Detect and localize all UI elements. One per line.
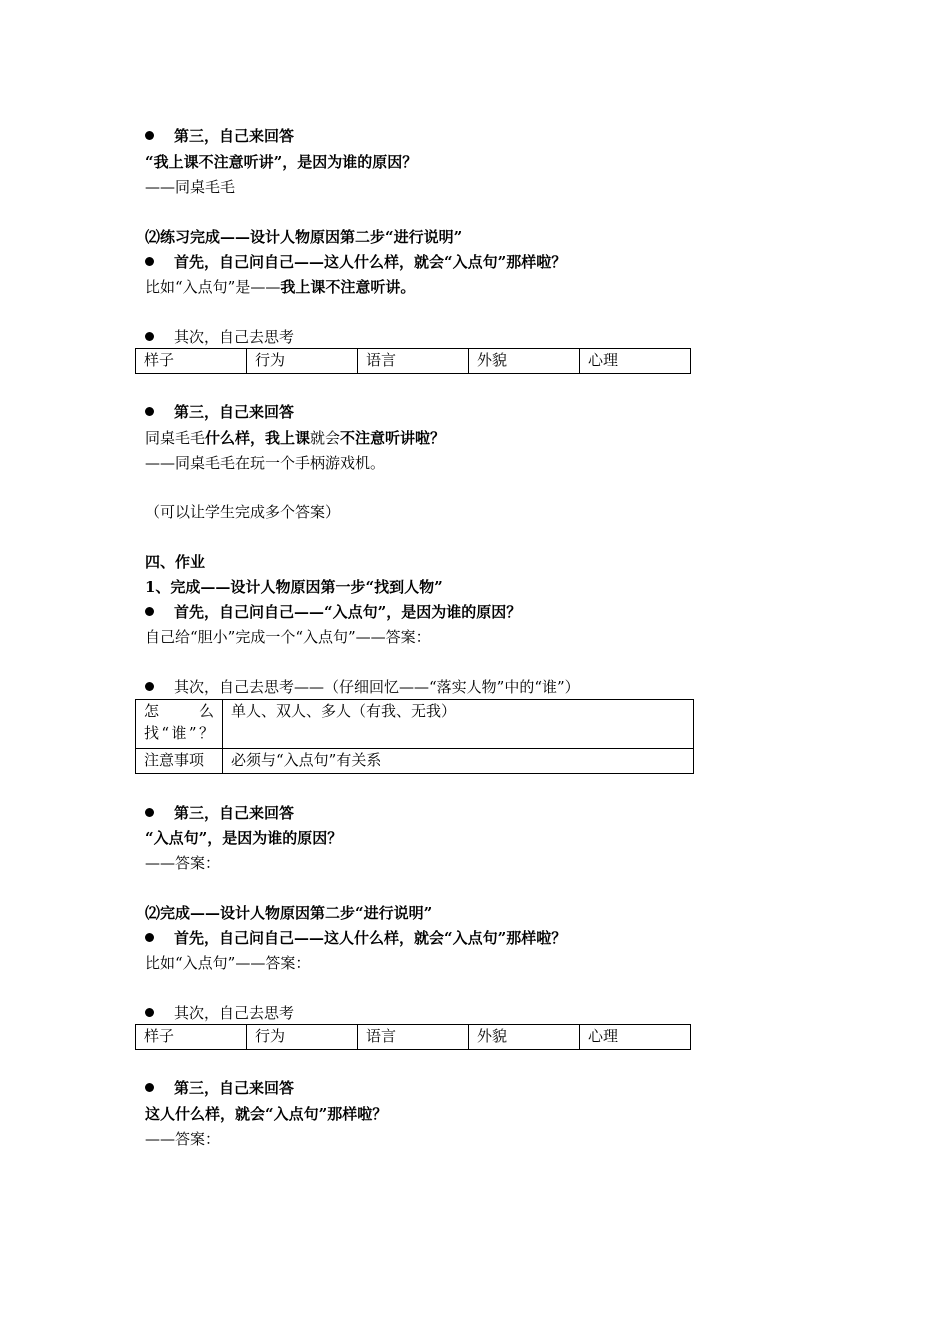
bullet-line	[145, 327, 294, 347]
table-cell: 外貌	[469, 1025, 580, 1050]
table-cell-value: 必须与“入点句”有关系	[223, 749, 694, 774]
bullet-text: 第三，自己来回答	[174, 403, 295, 421]
example-bold: 我上课不注意听讲。	[280, 278, 416, 296]
table-cell: 语言	[358, 1025, 469, 1050]
section-heading: ⑵练习完成——设计人物原因第二步“进行说明”	[145, 228, 463, 246]
bullet-icon	[145, 808, 154, 817]
bullet-icon	[145, 607, 154, 616]
answer-question-line	[145, 428, 445, 448]
bullet-line	[145, 1003, 294, 1023]
bullet-icon	[145, 257, 154, 266]
text-run-bold: 不注意听讲啦？	[340, 429, 446, 447]
table-cell-label: 注意事项	[136, 749, 223, 774]
table-row	[136, 1025, 691, 1050]
answer-line: ——同桌毛毛	[145, 178, 236, 196]
bullet-icon	[145, 682, 154, 691]
bullet-line	[145, 803, 294, 823]
bullet-text: 首先，自己问自己——这人什么样，就会“入点句”那样啦？	[174, 253, 567, 271]
table-cell-label: 怎么找“谁”？	[136, 700, 223, 749]
table-cell: 行为	[247, 349, 358, 374]
table-cell: 心理	[580, 1025, 691, 1050]
bullet-text: 第三，自己来回答	[174, 1079, 295, 1097]
table-cell: 样子	[136, 349, 247, 374]
text-run-bold: 什么样，我上课	[205, 429, 311, 447]
example-prefix: 比如“入点句”是——	[145, 278, 281, 296]
example-line	[145, 277, 415, 297]
section-heading: ⑵完成——设计人物原因第二步“进行说明”	[145, 904, 433, 922]
bullet-line	[145, 252, 566, 272]
bullet-line	[145, 602, 521, 622]
table-cell: 语言	[358, 349, 469, 374]
text-run: 就会	[310, 429, 341, 447]
aspect-table	[135, 1024, 691, 1050]
question-line: “入点句”，是因为谁的原因？	[145, 829, 343, 847]
table-row	[136, 700, 694, 749]
bullet-icon	[145, 131, 154, 140]
bullet-text: 首先，自己问自己——这人什么样，就会“入点句”那样啦？	[174, 929, 567, 947]
table-cell: 样子	[136, 1025, 247, 1050]
aspect-table	[135, 348, 691, 374]
item-heading: 1、完成——设计人物原因第一步“找到人物”	[145, 578, 443, 596]
bullet-line	[145, 677, 580, 697]
answer-line: ——同桌毛毛在玩一个手柄游戏机。	[145, 454, 386, 472]
bullet-icon	[145, 332, 154, 341]
table-row	[136, 349, 691, 374]
bullet-line	[145, 1078, 294, 1098]
table-cell-value: 单人、双人、多人（有我、无我）	[223, 700, 694, 749]
bullet-icon	[145, 1083, 154, 1092]
bullet-line	[145, 402, 294, 422]
bullet-icon	[145, 933, 154, 942]
answer-line: ——答案：	[145, 1130, 221, 1148]
bullet-text: 其次，自己去思考	[174, 1004, 295, 1022]
how-to-find-table	[135, 699, 694, 774]
section-heading: 四、作业	[145, 553, 206, 571]
bullet-text: 其次，自己去思考	[174, 328, 295, 346]
question-line: 这人什么样，就会“入点句”那样啦？	[145, 1105, 388, 1123]
bullet-text: 第三，自己来回答	[174, 804, 295, 822]
bullet-text: 首先，自己问自己——“入点句”，是因为谁的原因？	[174, 603, 522, 621]
text-line: 自己给“胆小”完成一个“入点句”——答案：	[145, 628, 431, 646]
bullet-text: 第三，自己来回答	[174, 127, 295, 145]
table-cell: 心理	[580, 349, 691, 374]
bullet-icon	[145, 407, 154, 416]
bullet-line	[145, 126, 294, 146]
table-cell: 行为	[247, 1025, 358, 1050]
answer-line: ——答案：	[145, 854, 221, 872]
bullet-icon	[145, 1008, 154, 1017]
text-line: 比如“入点句”——答案：	[145, 954, 311, 972]
note-line: （可以让学生完成多个答案）	[145, 503, 341, 521]
bullet-line	[145, 928, 566, 948]
table-cell: 外貌	[469, 349, 580, 374]
text-run: 同桌毛毛	[145, 429, 206, 447]
question-line: “我上课不注意听讲”，是因为谁的原因？	[145, 153, 418, 171]
bullet-text: 其次，自己去思考——（仔细回忆——“落实人物”中的“谁”）	[174, 678, 580, 696]
table-row	[136, 749, 694, 774]
